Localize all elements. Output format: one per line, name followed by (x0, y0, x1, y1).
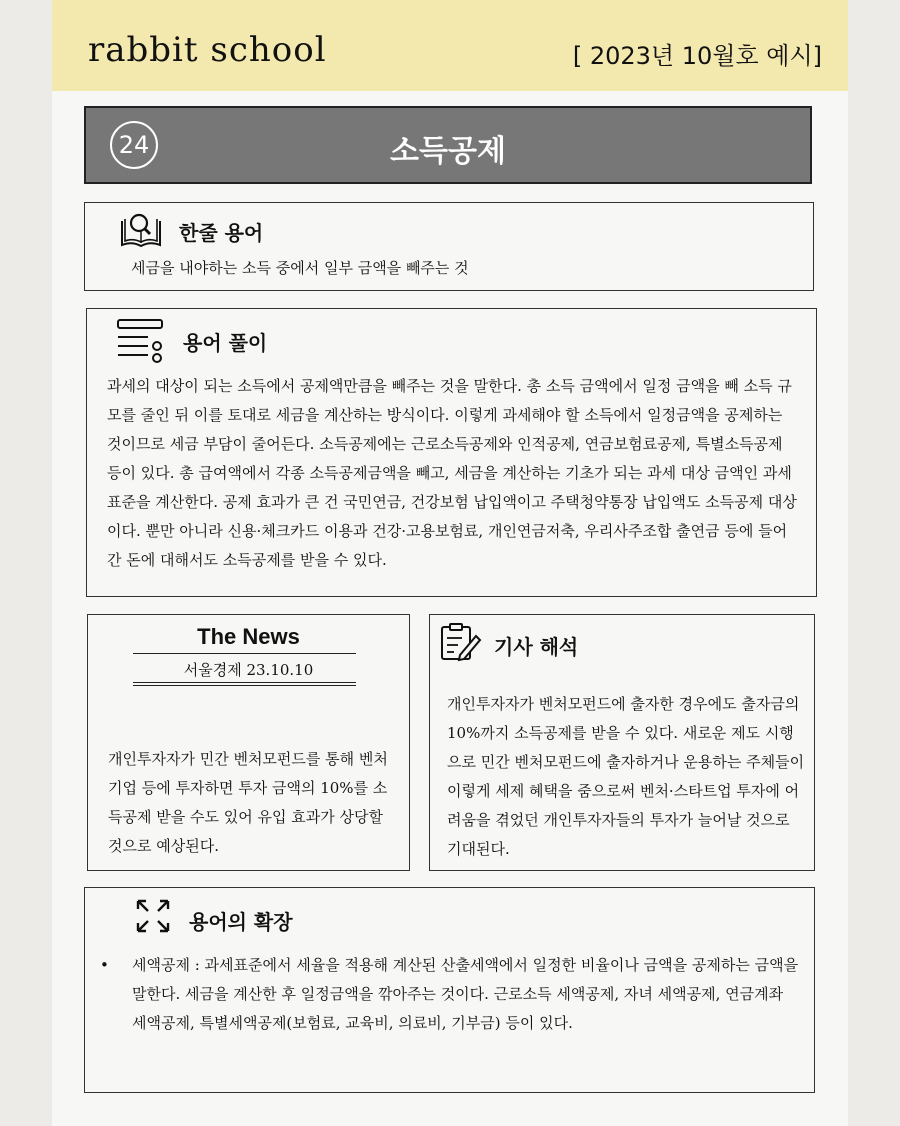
news-rule-top (133, 653, 356, 654)
explanation-heading: 용어 풀이 (183, 331, 268, 355)
one-line-text: 세금을 내야하는 소득 중에서 일부 금액을 빼주는 것 (131, 259, 469, 277)
analysis-heading: 기사 해석 (494, 635, 579, 659)
analysis-box (429, 614, 815, 871)
explanation-box (86, 308, 817, 597)
news-text: 개인투자자가 민간 벤처모펀드를 통해 벤처기업 등에 투자하면 투자 금액의 10%를 소득공제 받을 수도 있어 유입 효과가 상당할 것으로 예상된다. (108, 750, 388, 855)
explanation-text: 과세의 대상이 되는 소득에서 공제액만큼을 빼주는 것을 말한다. 총 소득 금액에서 일정 금액을 빼 소득 규모를 줄인 뒤 이를 토대로 세금을 계산하는 방식이다. 이렇게 과세해야 할 소득에서 일정금액을 공제하는 것이므로 세금 부담이 줄어든다. 소득공제에는 근로소득공제와 인적공제, 연금보험료공제, 특별소득공제 등이 있다. 총 급여액에서 각종 소득공제금액을 빼고, 세금을 계산하는 기초가 되는 과세 대상 금액인 과세표준을 계산한다. 공제 효과가 큰 건 국민연금, 건강보험 납입액이고 주택청약통장 납입액도 소득공제 대상이다. 뿐만 아니라 신용·체크카드 이용과 건강·고용보험료, 개인연금저축, 우리사주조합 출연금 등에 들어간 돈에 대해서도 소득공제를 받을 수 있다. (107, 377, 797, 569)
term-number-badge: 24 (110, 121, 158, 169)
analysis-text: 개인투자자가 벤처모펀드에 출자한 경우에도 출자금의 10%까지 소득공제를 받을 수 있다. 새로운 제도 시행으로 민간 벤처모펀드에 출자하거나 운용하는 주체들이 이렇게 세제 혜택을 줌으로써 벤처·스타트업 투자에 어려움을 겪었던 개인투자자들의 투자가 늘어날 것으로 기대된다. (447, 695, 805, 858)
expansion-list (100, 951, 800, 1038)
news-rule-bottom (133, 682, 356, 686)
news-source: 서울경제 23.10.10 (183, 661, 314, 679)
one-line-heading: 한줄 용어 (179, 221, 264, 245)
memo-pencil-icon (440, 622, 482, 662)
page-title: 소득공제 (390, 134, 506, 169)
expansion-box (84, 887, 815, 1093)
expand-arrows-icon (135, 898, 171, 934)
expansion-heading: 용어의 확장 (189, 910, 293, 934)
title-bar (84, 106, 812, 184)
list-icon (116, 318, 166, 364)
issue-label: [ 2023년 10월호 예시] (572, 42, 822, 70)
expansion-item: • 세액공제 : 과세표준에서 세율을 적용해 계산된 산출세액에서 일정한 비율이나 금액을 공제하는 금액을 말한다. 세금을 계산한 후 일정금액을 깎아주는 것이다. 근로소득 세액공제, 자녀 세액공제, 연금계좌 세액공제, 특별세액공제(보험료, 교육비, 의료비, 기부금) 등이 있다. (100, 951, 800, 1038)
news-box (87, 614, 410, 871)
brand-logo-text: rabbit school (88, 30, 327, 70)
book-magnifier-icon (119, 209, 163, 249)
news-heading: The News (197, 624, 300, 649)
one-line-box (84, 202, 814, 291)
